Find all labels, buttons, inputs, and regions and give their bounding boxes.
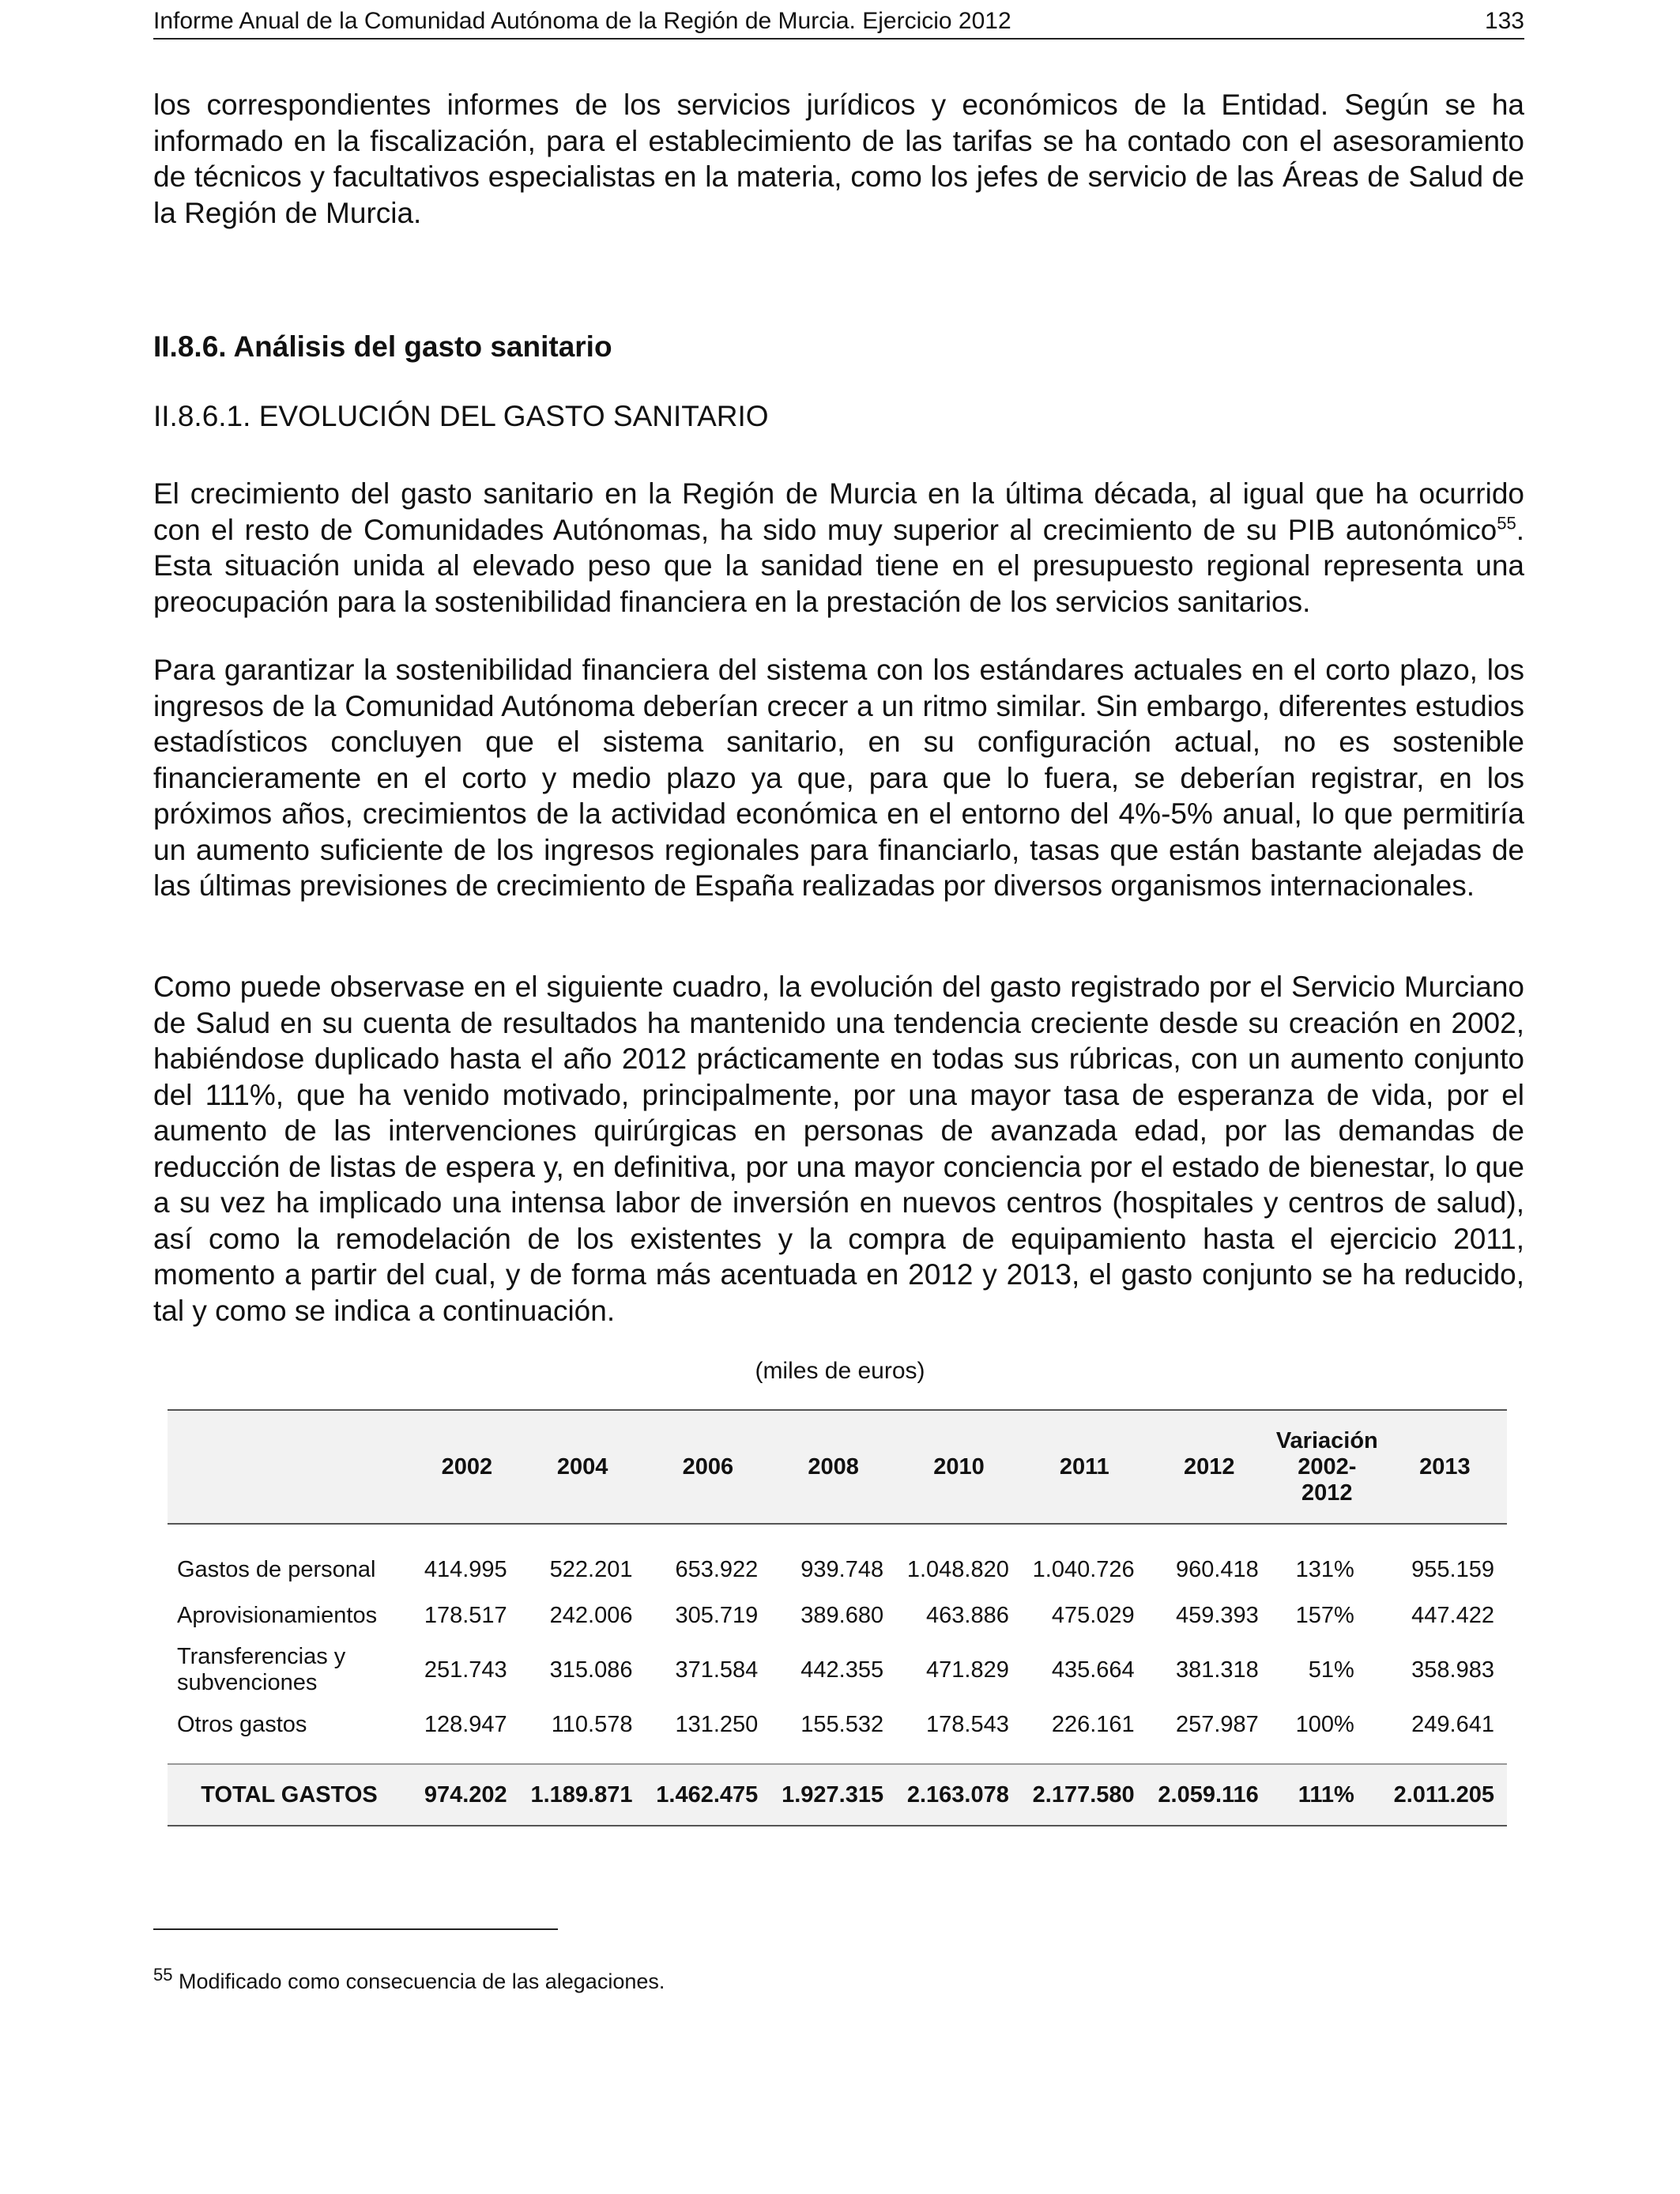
paragraph-2-text: El crecimiento del gasto sanitario en la Región de Murcia en la última década, al igual que ha ocurrido con el resto de Comunidades Autónomas, ha sido muy superior al crecimiento de su PIB autonómico <box>153 477 1524 546</box>
table-cell: 389.680 <box>800 1602 884 1628</box>
table-cell: 522.201 <box>549 1556 633 1582</box>
table-cell: 459.393 <box>1175 1602 1259 1628</box>
table-cell: 178.517 <box>424 1602 507 1628</box>
table-cell: 249.641 <box>1411 1711 1494 1737</box>
table-cell: 242.006 <box>549 1602 633 1628</box>
paragraph-2 <box>153 476 1524 620</box>
header-cell: 2002 <box>414 1410 520 1524</box>
table-row <box>168 1593 1507 1638</box>
table-cell: 131.250 <box>675 1711 759 1737</box>
header-cell: 2004 <box>520 1410 646 1524</box>
header-title: Informe Anual de la Comunidad Autónoma de la Región de Murcia. Ejercicio 2012 <box>153 8 1011 34</box>
section-heading: II.8.6. Análisis del gasto sanitario <box>153 330 612 363</box>
subsection-heading: II.8.6.1. EVOLUCIÓN DEL GASTO SANITARIO <box>153 400 769 432</box>
table-header-row <box>168 1410 1507 1524</box>
table-cell: 257.987 <box>1175 1711 1259 1737</box>
table-cell: 305.719 <box>675 1602 759 1628</box>
table-cell: 131% <box>1295 1556 1354 1582</box>
table-spacer <box>168 1747 1507 1764</box>
header-cell: 2006 <box>645 1410 770 1524</box>
footnote-text: Modificado como consecuencia de las alegaciones. <box>179 1970 665 1993</box>
row-label: Transferencias y subvenciones <box>177 1644 346 1695</box>
table-cell: 226.161 <box>1051 1711 1135 1737</box>
footnote-separator <box>153 1928 558 1930</box>
table-cell: 381.318 <box>1175 1657 1259 1683</box>
table-cell: 178.543 <box>926 1711 1009 1737</box>
total-cell: 2.011.205 <box>1383 1764 1507 1826</box>
table-cell: 447.422 <box>1411 1602 1494 1628</box>
table-row <box>168 1638 1507 1702</box>
total-cell: 1.189.871 <box>520 1764 646 1826</box>
footnote-reference[interactable]: 55 <box>1497 513 1516 533</box>
row-label: Otros gastos <box>177 1711 307 1737</box>
table-cell: 414.995 <box>424 1556 507 1582</box>
expenditure-table <box>168 1409 1507 1826</box>
header-cell: 2013 <box>1383 1410 1507 1524</box>
row-label: Gastos de personal <box>177 1556 376 1582</box>
table-total-row <box>168 1764 1507 1826</box>
table-cell: 110.578 <box>551 1711 633 1737</box>
table-cell: 315.086 <box>549 1657 633 1683</box>
table-row <box>168 1702 1507 1747</box>
table-cell: 251.743 <box>424 1657 507 1683</box>
header-cell: 2008 <box>770 1410 896 1524</box>
table-cell: 371.584 <box>675 1657 759 1683</box>
table-cell: 1.048.820 <box>906 1556 1009 1582</box>
table-cell: 955.159 <box>1411 1556 1494 1582</box>
header-cell: 2012 <box>1147 1410 1271 1524</box>
paragraph-2-end: . Esta situación unida al elevado peso que la sanidad tiene en el presupuesto regional representa una preocupación para la sostenibilidad financiera en la prestación de los servicios sanitarios. <box>153 513 1524 618</box>
total-cell: 2.163.078 <box>896 1764 1022 1826</box>
total-label: TOTAL GASTOS <box>168 1764 414 1826</box>
table-row <box>168 1524 1507 1593</box>
header-cell: 2011 <box>1022 1410 1147 1524</box>
table-cell: 960.418 <box>1175 1556 1259 1582</box>
header-cell: 2010 <box>896 1410 1022 1524</box>
table-caption: (miles de euros) <box>755 1358 925 1384</box>
table-cell: 358.983 <box>1411 1657 1494 1683</box>
table-cell: 475.029 <box>1051 1602 1135 1628</box>
table-cell: 155.532 <box>800 1711 884 1737</box>
paragraph-3: Para garantizar la sostenibilidad financiera del sistema con los estándares actuales en el corto plazo, los ingresos de la Comunidad Autónoma deberían crecer a un ritmo similar. Sin embargo, diferentes estudios estadísticos concluyen que el sistema sanitario, en su configuración actual, no es sostenible financieramente en el corto y medio plazo ya que, para que lo fuera, se deberían registrar, en los próximos años, crecimientos de la actividad económica en el entorno del 4%-5% anual, lo que permitiría un aumento suficiente de los ingresos regionales para financiarlo, tasas que están bastante alejadas de las últimas previsiones de crecimiento de España realizadas por diversos organismos internacionales. <box>153 654 1524 902</box>
page-number: 133 <box>1484 8 1524 34</box>
total-cell: 111% <box>1271 1764 1383 1826</box>
header-cell <box>168 1410 414 1524</box>
table-cell: 100% <box>1295 1711 1354 1737</box>
total-cell: 2.059.116 <box>1147 1764 1271 1826</box>
table-cell: 128.947 <box>424 1711 507 1737</box>
total-cell: 974.202 <box>414 1764 520 1826</box>
paragraph-4: Como puede observase en el siguiente cuadro, la evolución del gasto registrado por el Servicio Murciano de Salud en su cuenta de resultados ha mantenido una tendencia creciente desde su creación en 2002, habiéndose duplicado hasta el año 2012 prácticamente en todas sus rúbricas, con un aumento conjunto del 111%, que ha venido motivado, principalmente, por una mayor tasa de esperanza de vida, por el aumento de las intervenciones quirúrgicas en personas de avanzada edad, por las demandas de reducción de listas de espera y, en definitiva, por una mayor conciencia por el estado de bienestar, lo que a su vez ha implicado una intensa labor de inversión en nuevos centros (hospitales y centros de salud), así como la remodelación de los existentes y la compra de equipamiento hasta el ejercicio 2011, momento a partir del cual, y de forma más acentuada en 2012 y 2013, el gasto conjunto se ha reducido, tal y como se indica a continuación. <box>153 971 1524 1327</box>
table-cell: 435.664 <box>1051 1657 1135 1683</box>
table-cell: 157% <box>1295 1602 1354 1628</box>
table-cell: 1.040.726 <box>1032 1556 1135 1582</box>
total-cell: 1.927.315 <box>770 1764 896 1826</box>
paragraph-1: los correspondientes informes de los servicios jurídicos y económicos de la Entidad. Según se ha informado en la fiscalización, para el establecimiento de las tarifas se ha contado con el asesoramiento de técnicos y facultativos especialistas en la materia, como los jefes de servicio de las Áreas de Salud de la Región de Murcia. <box>153 89 1524 229</box>
row-label: Aprovisionamientos <box>177 1602 378 1628</box>
table-cell: 471.829 <box>926 1657 1009 1683</box>
table-cell: 442.355 <box>800 1657 884 1683</box>
running-header <box>153 6 1524 40</box>
header-cell: Variación 2002-2012 <box>1271 1410 1383 1524</box>
total-cell: 1.462.475 <box>645 1764 770 1826</box>
table-cell: 463.886 <box>926 1602 1009 1628</box>
total-cell: 2.177.580 <box>1022 1764 1147 1826</box>
footnote-number: 55 <box>153 1965 173 1985</box>
footnote <box>153 1965 665 1994</box>
table-cell: 51% <box>1308 1657 1354 1683</box>
table-cell: 939.748 <box>800 1556 884 1582</box>
table-cell: 653.922 <box>675 1556 759 1582</box>
